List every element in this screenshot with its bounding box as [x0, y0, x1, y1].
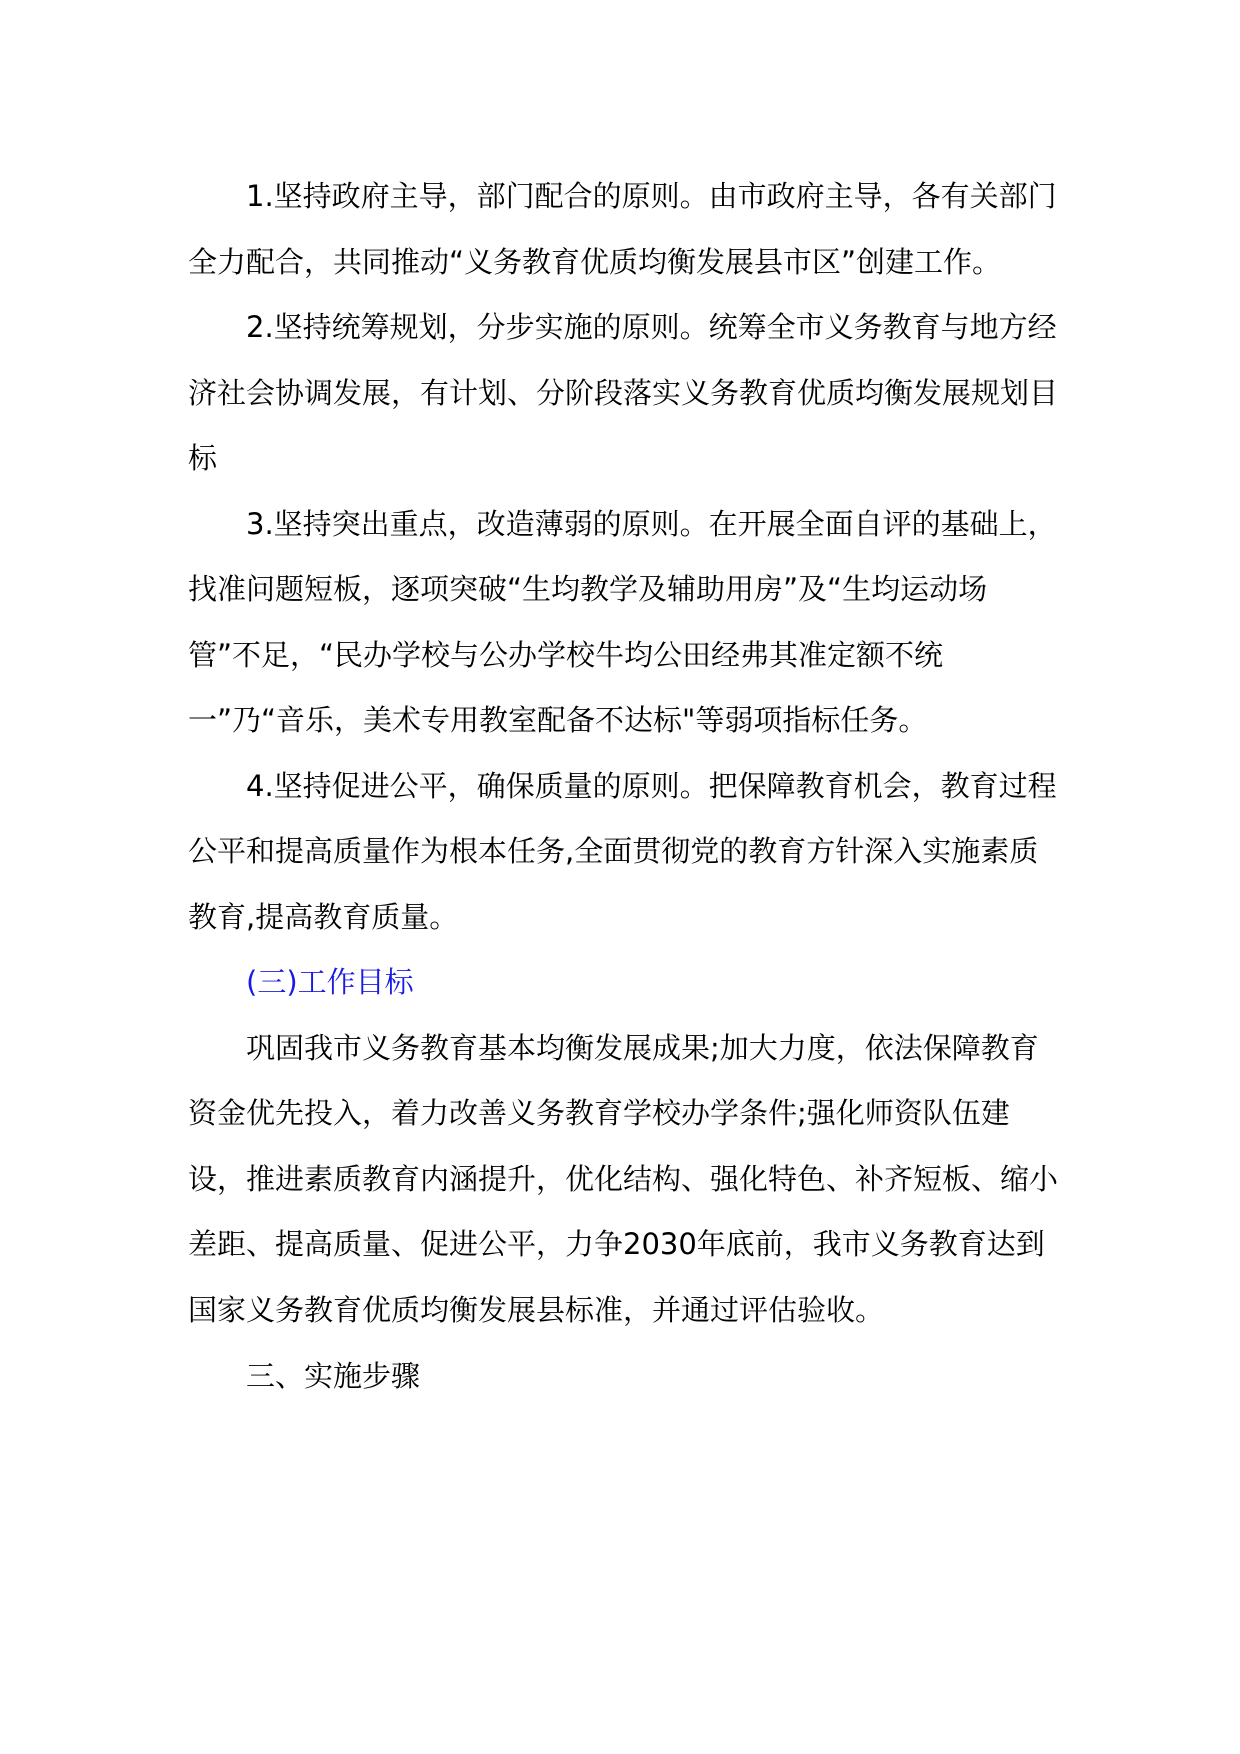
work-goals-paragraph: 巩固我市义务教育基本均衡发展成果;加大力度，依法保障教育资金优先投入，着力改善义务教育学校办学条件;强化师资队伍建设，推进素质教育内涵提升，优化结构、强化特色、补齐短板、缩小差距、提高质量、促进公平，力争2030年底前，我市义务教育达到国家义务教育优质均衡发展县标准，并通过评估验收。 — [188, 1030, 1059, 1327]
section-heading-work-goals: (三)工作目标 — [246, 965, 414, 999]
principle-paragraph-1: 1.坚持政府主导，部门配合的原则。由市政府主导，各有关部门全力配合，共同推动“义务教育优质均衡发展县市区”创建工作。 — [188, 179, 1057, 279]
document-body — [188, 164, 1058, 1410]
section-heading-implementation-steps: 三、实施步骤 — [246, 1359, 421, 1393]
principle-paragraph-2: 2.坚持统筹规划，分步实施的原则。统筹全市义务教育与地方经济社会协调发展，有计划、分阶段落实义务教育优质均衡发展规划目标 — [188, 310, 1059, 475]
principle-paragraph-4: 4.坚持促进公平，确保质量的原则。把保障教育机会，教育过程公平和提高质量作为根本任务,全面贯彻党的教育方针深入实施素质教育,提高教育质量。 — [188, 768, 1057, 934]
principle-paragraph-3: 3.坚持突出重点，改造薄弱的原则。在开展全面自评的基础上，找准问题短板，逐项突破“生均教学及辅助用房”及“生均运动场管”不足，“民办学校与公办学校牛均公田经弗其准定额不统一”乃“音乐，美术专用教室配备不达标"等弱项指标任务。 — [188, 506, 1057, 737]
